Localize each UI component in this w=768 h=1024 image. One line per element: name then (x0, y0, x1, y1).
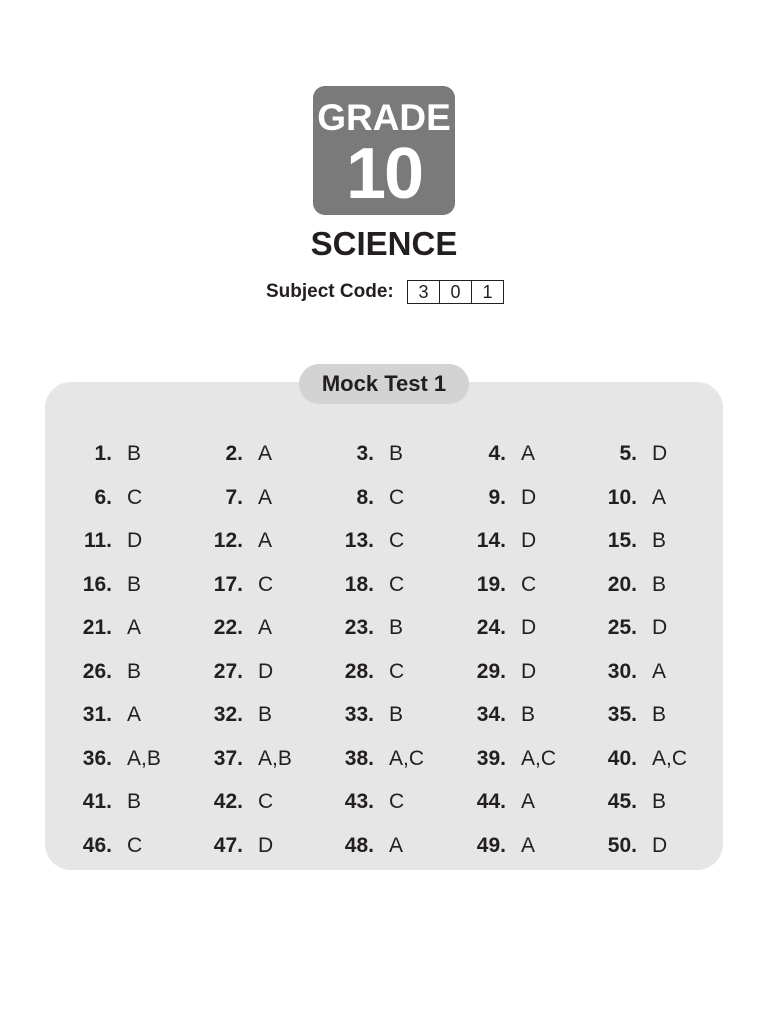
answer-value: D (521, 529, 537, 552)
answer-item (314, 521, 405, 561)
answer-item (577, 608, 668, 648)
subject-code-digit: 0 (440, 281, 472, 303)
answer-item (52, 565, 142, 605)
question-number: 33. (344, 703, 374, 726)
answer-value: A (258, 529, 273, 552)
answer-value: D (521, 485, 537, 509)
question-number: 30. (607, 659, 637, 683)
answer-value: D (127, 529, 143, 552)
answer-item (314, 695, 404, 735)
question-number: 12. (213, 529, 243, 552)
question-number: 28. (344, 659, 374, 683)
question-number: 31. (82, 703, 112, 726)
answer-item (183, 782, 274, 822)
answer-item (183, 608, 273, 648)
question-number: 50. (607, 833, 637, 857)
answer-item (314, 652, 405, 692)
answer-value: A (521, 442, 536, 465)
question-number: 21. (82, 616, 112, 639)
answer-value: C (389, 659, 405, 683)
question-number: 14. (476, 529, 506, 552)
answer-value: A (389, 833, 404, 857)
answer-value: B (389, 442, 404, 465)
question-number: 2. (225, 442, 243, 465)
answer-item (446, 782, 536, 822)
answer-value: C (127, 833, 143, 857)
question-number: 40. (607, 746, 637, 770)
answer-value: B (389, 703, 404, 726)
answer-item (52, 434, 142, 474)
answer-value: A (521, 833, 536, 857)
answer-item (314, 739, 425, 779)
question-number: 5. (619, 442, 637, 465)
question-number: 46. (82, 833, 112, 857)
answer-item (52, 652, 142, 692)
answer-item (52, 782, 142, 822)
question-number: 37. (213, 746, 243, 770)
answer-value: C (389, 529, 405, 552)
question-number: 20. (607, 572, 637, 596)
answer-value: B (127, 572, 142, 596)
answer-value: B (652, 572, 667, 596)
answer-item (52, 826, 143, 866)
question-number: 44. (476, 790, 506, 813)
answer-value: A,C (389, 746, 425, 770)
answer-value: A (258, 442, 273, 465)
answer-item (446, 434, 536, 474)
subject-title: SCIENCE (310, 225, 458, 262)
answer-item (52, 739, 161, 779)
answer-value: A (652, 485, 667, 509)
grade-word: GRADE (317, 97, 451, 138)
answer-item (577, 782, 667, 822)
answer-item (314, 608, 404, 648)
answer-item (577, 652, 667, 692)
answer-value: A (127, 703, 142, 726)
mock-test-title: Mock Test 1 (299, 364, 469, 404)
answer-item (314, 782, 405, 822)
answer-item (314, 434, 404, 474)
answer-value: D (521, 659, 537, 683)
answer-value: C (258, 790, 274, 813)
question-number: 34. (476, 703, 506, 726)
answer-item (183, 478, 273, 518)
answer-value: D (652, 833, 668, 857)
answer-value: C (389, 485, 405, 509)
question-number: 27. (213, 659, 243, 683)
question-number: 39. (476, 746, 506, 770)
grade-badge (313, 86, 455, 215)
subject-code-label: Subject Code: (266, 281, 394, 302)
answer-value: B (521, 703, 536, 726)
answer-value: D (652, 616, 668, 639)
answer-value: A,C (521, 746, 557, 770)
answer-value: B (127, 442, 142, 465)
question-number: 35. (607, 703, 637, 726)
answer-value: C (258, 572, 274, 596)
answer-item (577, 565, 667, 605)
answer-item (183, 826, 274, 866)
answer-item (183, 565, 274, 605)
question-number: 38. (344, 746, 374, 770)
question-number: 24. (476, 616, 506, 639)
answer-item (183, 652, 274, 692)
question-number: 18. (344, 572, 374, 596)
answer-value: D (258, 659, 274, 683)
question-number: 48. (344, 833, 374, 857)
answer-value: B (258, 703, 273, 726)
question-number: 29. (476, 659, 506, 683)
subject-code-digit: 1 (482, 282, 493, 302)
question-number: 4. (488, 442, 506, 465)
question-number: 15. (607, 529, 637, 552)
answer-item (446, 608, 537, 648)
question-number: 19. (476, 572, 506, 596)
question-number: 9. (488, 485, 506, 509)
answer-value: C (389, 790, 405, 813)
answer-item (446, 565, 537, 605)
question-number: 45. (607, 790, 637, 813)
question-number: 41. (82, 790, 112, 813)
question-number: 42. (213, 790, 243, 813)
answer-item (446, 826, 536, 866)
answer-item (446, 652, 537, 692)
answer-item (577, 695, 667, 735)
answer-item (577, 434, 668, 474)
answer-item (577, 739, 688, 779)
answer-item (52, 695, 142, 735)
answer-value: B (389, 616, 404, 639)
answer-value: A (258, 616, 273, 639)
question-number: 49. (476, 833, 506, 857)
answer-item (446, 739, 557, 779)
question-number: 3. (356, 442, 374, 465)
answer-value: B (127, 659, 142, 683)
answer-item (577, 826, 668, 866)
answer-item (183, 739, 292, 779)
answer-value: A (521, 790, 536, 813)
answer-item (446, 521, 537, 561)
answer-item (52, 521, 143, 561)
question-number: 10. (607, 485, 637, 509)
answer-value: A (258, 485, 273, 509)
answer-grid (0, 434, 768, 870)
answer-value: D (521, 616, 537, 639)
question-number: 36. (82, 746, 112, 770)
answer-value: C (521, 572, 537, 596)
answer-item (577, 478, 667, 518)
answer-value: A,B (127, 746, 161, 770)
answer-value: B (652, 790, 667, 813)
question-number: 26. (82, 659, 112, 683)
question-number: 1. (94, 442, 112, 465)
grade-number: 10 (345, 134, 423, 214)
answer-value: A,C (652, 746, 688, 770)
answer-item (314, 565, 405, 605)
question-number: 8. (356, 485, 374, 509)
question-number: 22. (213, 616, 243, 639)
answer-item (577, 521, 667, 561)
question-number: 17. (213, 572, 243, 596)
question-number: 13. (344, 529, 374, 552)
question-number: 23. (344, 616, 374, 639)
answer-value: A (652, 659, 667, 683)
question-number: 32. (213, 703, 243, 726)
question-number: 11. (83, 529, 112, 552)
answer-item (183, 521, 273, 561)
answer-item (52, 478, 143, 518)
answer-value: D (652, 442, 668, 465)
answer-value: C (389, 572, 405, 596)
answer-value: D (258, 833, 274, 857)
subject-code-boxes (407, 280, 504, 304)
answer-item (314, 826, 404, 866)
answer-value: B (652, 529, 667, 552)
answer-value: A,B (258, 746, 292, 770)
answer-item (52, 608, 142, 648)
answer-item (183, 695, 273, 735)
answer-item (314, 478, 405, 518)
answer-item (183, 434, 273, 474)
answer-value: B (652, 703, 667, 726)
answer-value: C (127, 485, 143, 509)
question-number: 6. (94, 485, 112, 509)
answer-item (446, 478, 537, 518)
question-number: 43. (344, 790, 374, 813)
question-number: 16. (82, 572, 112, 596)
question-number: 7. (225, 485, 243, 509)
question-number: 25. (607, 616, 637, 639)
answer-item (446, 695, 536, 735)
answer-value: A (127, 616, 142, 639)
question-number: 47. (213, 833, 243, 857)
answer-value: B (127, 790, 142, 813)
subject-code-digit: 3 (408, 281, 440, 303)
